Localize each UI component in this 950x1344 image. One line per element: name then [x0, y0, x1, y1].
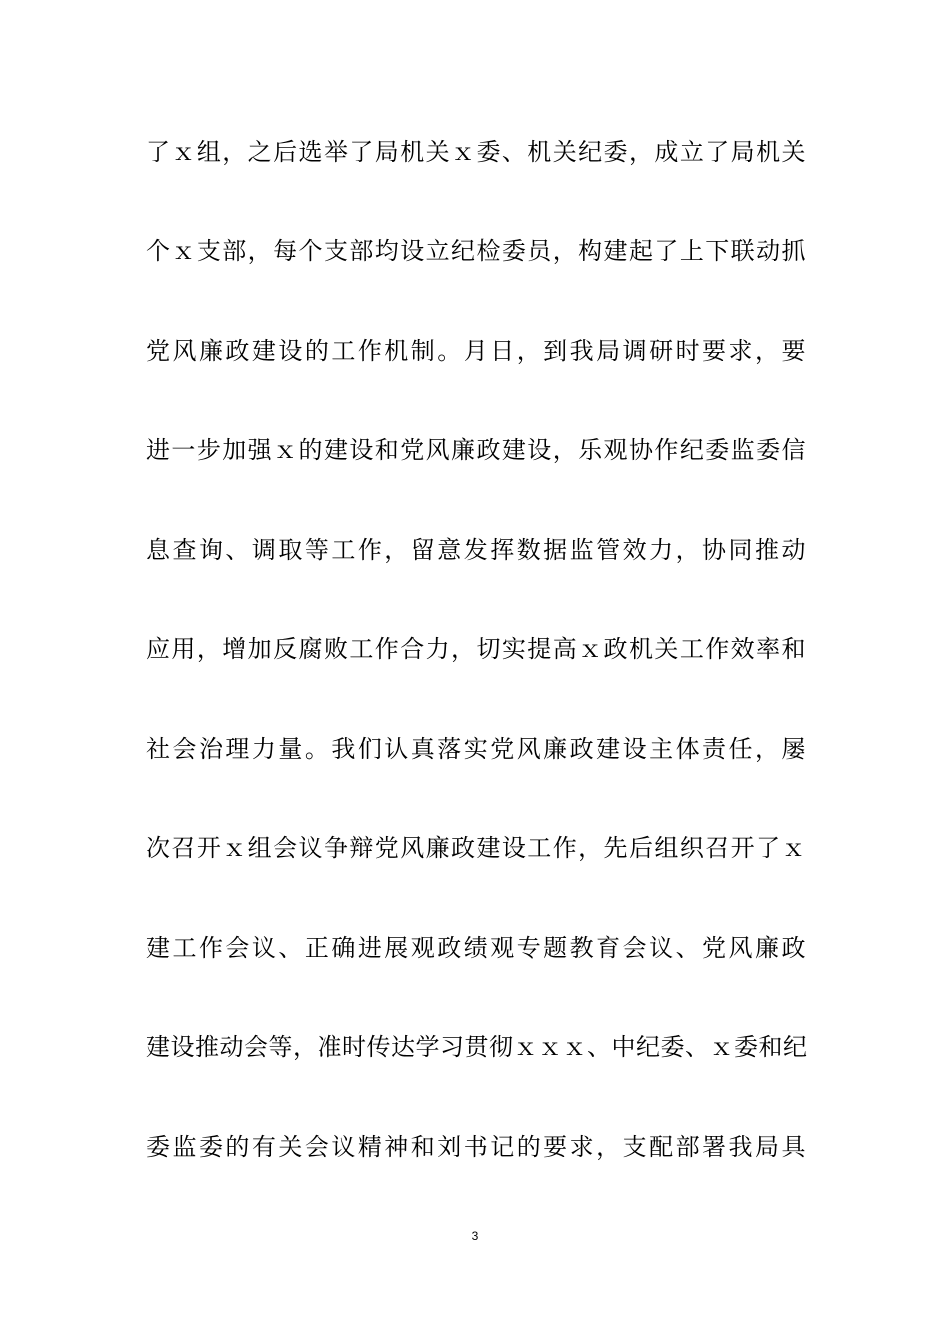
page-number: 3 — [471, 1229, 479, 1243]
body-text-line: 个ｘ支部，每个支部均设立纪检委员，构建起了上下联动抓 — [146, 237, 806, 265]
body-text-line: 委监委的有关会议精神和刘书记的要求，支配部署我局具 — [146, 1133, 806, 1161]
body-text-line: 次召开ｘ组会议争辩党风廉政建设工作，先后组织召开了ｘ — [146, 834, 806, 862]
body-text-line: 社会治理力量。我们认真落实党风廉政建设主体责任，屡 — [146, 735, 806, 763]
body-text-line: 建设推动会等，准时传达学习贯彻ｘｘｘ、中纪委、ｘ委和纪 — [146, 1033, 808, 1061]
body-text-line: 息查询、调取等工作，留意发挥数据监管效力，协同推动 — [146, 536, 806, 564]
body-text-line: 党风廉政建设的工作机制。月日，到我局调研时要求，要 — [146, 337, 806, 365]
body-text-line: 建工作会议、正确进展观政绩观专题教育会议、党风廉政 — [146, 934, 806, 962]
body-text-line: 了ｘ组，之后选举了局机关ｘ委、机关纪委，成立了局机关 — [146, 138, 806, 166]
body-text-line: 进一步加强ｘ的建设和党风廉政建设，乐观协作纪委监委信 — [146, 436, 806, 464]
body-text-line: 应用，增加反腐败工作合力，切实提高ｘ政机关工作效率和 — [146, 635, 806, 663]
